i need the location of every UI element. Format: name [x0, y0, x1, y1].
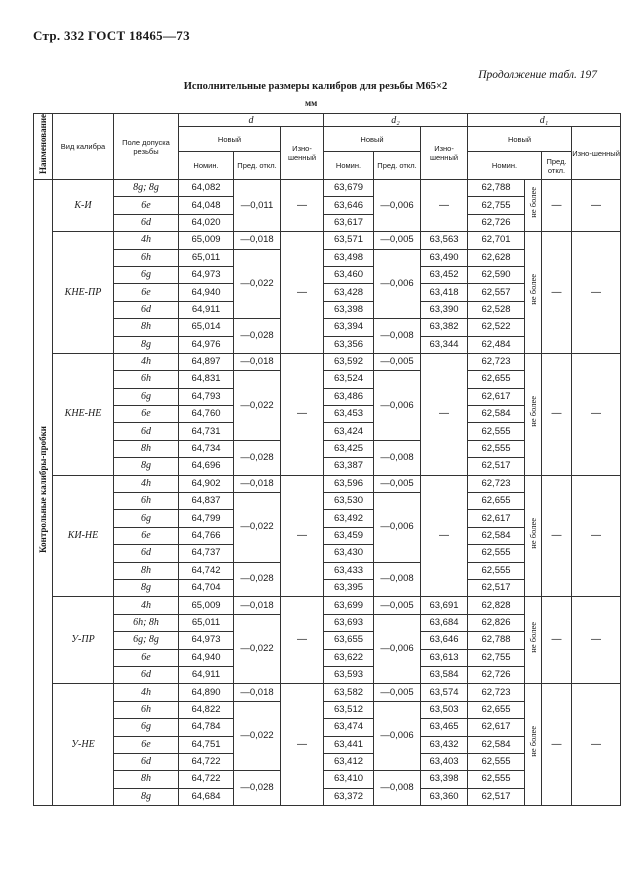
d2-nominal: 63,699	[324, 597, 374, 614]
d2-worn: 63,684	[421, 614, 468, 631]
not-more-label: не более	[528, 187, 539, 218]
d-nominal: 64,722	[179, 771, 234, 788]
d-nominal: 65,011	[179, 249, 234, 266]
d-nominal: 64,902	[179, 475, 234, 492]
d1-not-more	[525, 684, 542, 806]
header-type: Вид калибра	[53, 114, 114, 180]
d-nominal: 64,793	[179, 388, 234, 405]
d1-limit-deviation: —	[542, 232, 572, 354]
d2-worn: 63,398	[421, 771, 468, 788]
d2-nominal: 63,571	[324, 232, 374, 249]
tolerance-field: 8g	[114, 336, 179, 353]
d1-worn: —	[572, 475, 621, 597]
d1-limit-deviation: —	[542, 180, 572, 232]
d-nominal: 64,722	[179, 753, 234, 770]
d1-nominal: 62,723	[468, 684, 525, 701]
d2-worn: 63,646	[421, 632, 468, 649]
d2-worn: 63,360	[421, 788, 468, 805]
d2-nominal: 63,459	[324, 527, 374, 544]
tolerance-field: 8h	[114, 771, 179, 788]
d2-nominal: 63,453	[324, 406, 374, 423]
side-label-cell	[34, 180, 53, 806]
d2-limit-deviation: —0,006	[374, 614, 421, 684]
d-nominal: 64,973	[179, 632, 234, 649]
d2-worn: 63,613	[421, 649, 468, 666]
d2-nominal: 63,356	[324, 336, 374, 353]
not-more-label: не более	[528, 622, 539, 653]
table-row	[34, 475, 621, 492]
not-more-label: не более	[528, 517, 539, 549]
d-nominal: 64,684	[179, 788, 234, 805]
d-limit-deviation: —0,018	[234, 353, 281, 370]
header-d2-limit: Пред. откл.	[374, 152, 421, 180]
d2-limit-deviation: —0,006	[374, 493, 421, 563]
header-d-limit: Пред. откл.	[234, 152, 281, 180]
d2-nominal: 63,596	[324, 475, 374, 492]
d2-nominal: 63,486	[324, 388, 374, 405]
tolerance-field: 6d	[114, 423, 179, 440]
d-nominal: 64,940	[179, 284, 234, 301]
d1-not-more	[525, 353, 542, 475]
tolerance-field: 6d	[114, 753, 179, 770]
d-nominal: 65,009	[179, 232, 234, 249]
d-limit-deviation: —0,022	[234, 493, 281, 563]
d-limit-deviation: —0,022	[234, 701, 281, 771]
d1-nominal: 62,723	[468, 353, 525, 370]
d1-nominal: 62,528	[468, 301, 525, 318]
d2-nominal: 63,512	[324, 701, 374, 718]
tolerance-field: 4h	[114, 684, 179, 701]
d2-limit-deviation: —0,008	[374, 319, 421, 354]
tolerance-field: 6g	[114, 510, 179, 527]
d1-nominal: 62,755	[468, 197, 525, 214]
d2-nominal: 63,524	[324, 371, 374, 388]
d1-nominal: 62,617	[468, 510, 525, 527]
header-d2-worn: Изно-шенный	[421, 127, 468, 180]
d-limit-deviation: —0,018	[234, 475, 281, 492]
d1-nominal: 62,590	[468, 266, 525, 283]
d1-nominal: 62,517	[468, 458, 525, 475]
d2-nominal: 63,460	[324, 266, 374, 283]
tolerance-field: 8g	[114, 458, 179, 475]
d2-nominal: 63,474	[324, 719, 374, 736]
header-d1-new: Новый	[468, 127, 572, 152]
d2-nominal: 63,530	[324, 493, 374, 510]
table-row	[34, 684, 621, 701]
d1-limit-deviation: —	[542, 597, 572, 684]
table-body	[34, 180, 621, 806]
header-d1: d₁	[468, 114, 621, 127]
d2-worn: 63,563	[421, 232, 468, 249]
d2-worn: 63,574	[421, 684, 468, 701]
tolerance-field: 8g; 8g	[114, 180, 179, 197]
header-d1-limit: Пред. откл.	[542, 152, 572, 180]
d2-nominal: 63,679	[324, 180, 374, 197]
d2-limit-deviation: —0,005	[374, 232, 421, 249]
d1-nominal: 62,617	[468, 719, 525, 736]
tolerance-field: 6e	[114, 284, 179, 301]
d1-worn: —	[572, 684, 621, 806]
d1-nominal: 62,655	[468, 371, 525, 388]
d2-worn: 63,584	[421, 666, 468, 683]
d-limit-deviation: —0,028	[234, 319, 281, 354]
d-worn: —	[281, 475, 324, 597]
d-worn: —	[281, 353, 324, 475]
d-limit-deviation: —0,028	[234, 771, 281, 806]
d1-limit-deviation: —	[542, 475, 572, 597]
header-d2-nominal: Номин.	[324, 152, 374, 180]
d-worn: —	[281, 232, 324, 354]
d2-worn: 63,490	[421, 249, 468, 266]
d-nominal: 64,973	[179, 266, 234, 283]
d1-nominal: 62,555	[468, 545, 525, 562]
tolerance-field: 6g	[114, 388, 179, 405]
d-nominal: 65,014	[179, 319, 234, 336]
tolerance-field: 6h	[114, 701, 179, 718]
d2-limit-deviation: —0,005	[374, 475, 421, 492]
tolerance-field: 6e	[114, 649, 179, 666]
d-nominal: 65,011	[179, 614, 234, 631]
d-worn: —	[281, 684, 324, 806]
d-nominal: 64,696	[179, 458, 234, 475]
calibre-type: КНЕ-ПР	[53, 232, 114, 354]
d2-nominal: 63,410	[324, 771, 374, 788]
d2-nominal: 63,592	[324, 353, 374, 370]
d-nominal: 64,822	[179, 701, 234, 718]
header-d-nominal: Номин.	[179, 152, 234, 180]
d1-not-more	[525, 475, 542, 597]
d2-worn: 63,390	[421, 301, 468, 318]
d-limit-deviation: —0,022	[234, 249, 281, 319]
d2-worn: 63,344	[421, 336, 468, 353]
tolerance-field: 8g	[114, 579, 179, 596]
d-nominal: 64,751	[179, 736, 234, 753]
tolerance-field: 6h	[114, 249, 179, 266]
tolerance-field: 6e	[114, 406, 179, 423]
d1-nominal: 62,555	[468, 562, 525, 579]
d1-nominal: 62,726	[468, 666, 525, 683]
not-more-label: не более	[528, 274, 539, 305]
d2-nominal: 63,617	[324, 214, 374, 231]
d-limit-deviation: —0,028	[234, 440, 281, 475]
d2-nominal: 63,412	[324, 753, 374, 770]
d1-not-more	[525, 597, 542, 684]
d-nominal: 64,731	[179, 423, 234, 440]
d-nominal: 64,048	[179, 197, 234, 214]
table-title: Исполнительные размеры калибров для резьбы М65×2	[183, 81, 448, 92]
d2-limit-deviation: —0,006	[374, 180, 421, 232]
d-nominal: 64,082	[179, 180, 234, 197]
tolerance-field: 6d	[114, 666, 179, 683]
calibre-type: У-ПР	[53, 597, 114, 684]
d-worn: —	[281, 180, 324, 232]
d1-worn: —	[572, 232, 621, 354]
d2-limit-deviation: —0,005	[374, 684, 421, 701]
units-label: мм	[305, 98, 318, 108]
d1-nominal: 62,828	[468, 597, 525, 614]
d2-worn: 63,403	[421, 753, 468, 770]
d-limit-deviation: —0,018	[234, 684, 281, 701]
d2-nominal: 63,441	[324, 736, 374, 753]
header-d-worn: Изно-шенный	[281, 127, 324, 180]
calibre-type: У-НЕ	[53, 684, 114, 806]
d1-nominal: 62,584	[468, 736, 525, 753]
d-nominal: 64,020	[179, 214, 234, 231]
d1-nominal: 62,655	[468, 701, 525, 718]
d2-nominal: 63,622	[324, 649, 374, 666]
d2-worn: 63,465	[421, 719, 468, 736]
d-nominal: 64,704	[179, 579, 234, 596]
d-limit-deviation: —0,011	[234, 180, 281, 232]
d2-worn: —	[421, 180, 468, 232]
d-nominal: 64,897	[179, 353, 234, 370]
tolerance-field: 6d	[114, 545, 179, 562]
d1-limit-deviation: —	[542, 353, 572, 475]
table-row	[34, 232, 621, 249]
d2-limit-deviation: —0,008	[374, 440, 421, 475]
d1-nominal: 62,555	[468, 423, 525, 440]
d2-nominal: 63,394	[324, 319, 374, 336]
d-limit-deviation: —0,018	[234, 232, 281, 249]
d2-nominal: 63,398	[324, 301, 374, 318]
d2-nominal: 63,424	[324, 423, 374, 440]
tolerance-field: 8h	[114, 319, 179, 336]
calibre-table	[33, 113, 621, 806]
calibre-type: КИ-НЕ	[53, 475, 114, 597]
d2-limit-deviation: —0,008	[374, 562, 421, 597]
tolerance-field: 6d	[114, 301, 179, 318]
d1-nominal: 62,788	[468, 632, 525, 649]
d2-nominal: 63,395	[324, 579, 374, 596]
header-d1-nominal: Номин.	[468, 152, 542, 180]
d1-nominal: 62,584	[468, 527, 525, 544]
tolerance-field: 4h	[114, 232, 179, 249]
d2-nominal: 63,372	[324, 788, 374, 805]
d-nominal: 65,009	[179, 597, 234, 614]
tolerance-field: 4h	[114, 475, 179, 492]
calibre-type: КНЕ-НЕ	[53, 353, 114, 475]
d-limit-deviation: —0,022	[234, 614, 281, 684]
tolerance-field: 6e	[114, 736, 179, 753]
d1-nominal: 62,555	[468, 753, 525, 770]
d2-nominal: 63,387	[324, 458, 374, 475]
d-nominal: 64,890	[179, 684, 234, 701]
d-nominal: 64,940	[179, 649, 234, 666]
d-nominal: 64,766	[179, 527, 234, 544]
d2-nominal: 63,433	[324, 562, 374, 579]
tolerance-field: 6d	[114, 214, 179, 231]
d1-worn: —	[572, 597, 621, 684]
d2-worn: 63,432	[421, 736, 468, 753]
d2-limit-deviation: —0,005	[374, 353, 421, 370]
d1-worn: —	[572, 180, 621, 232]
page-header: Стр. 332 ГОСТ 18465—73	[33, 28, 190, 43]
d2-worn: 63,418	[421, 284, 468, 301]
d2-limit-deviation: —0,006	[374, 701, 421, 771]
d-worn: —	[281, 597, 324, 684]
d-limit-deviation: —0,022	[234, 371, 281, 441]
tolerance-field: 6h	[114, 371, 179, 388]
tolerance-field: 6g	[114, 719, 179, 736]
table-row	[34, 597, 621, 614]
d1-nominal: 62,655	[468, 493, 525, 510]
tolerance-field: 8h	[114, 440, 179, 457]
d-limit-deviation: —0,018	[234, 597, 281, 614]
d1-worn: —	[572, 353, 621, 475]
d1-nominal: 62,788	[468, 180, 525, 197]
d2-nominal: 63,582	[324, 684, 374, 701]
tolerance-field: 8h	[114, 562, 179, 579]
header-d1-worn: Изно-шенный	[572, 127, 621, 180]
tolerance-field: 6e	[114, 527, 179, 544]
d1-nominal: 62,584	[468, 406, 525, 423]
d1-limit-deviation: —	[542, 684, 572, 806]
tolerance-field: 4h	[114, 353, 179, 370]
header-d: d	[179, 114, 324, 127]
d-nominal: 64,742	[179, 562, 234, 579]
d-nominal: 64,976	[179, 336, 234, 353]
d2-nominal: 63,693	[324, 614, 374, 631]
tolerance-field: 6g; 8g	[114, 632, 179, 649]
d2-worn: 63,503	[421, 701, 468, 718]
d2-limit-deviation: —0,005	[374, 597, 421, 614]
d1-nominal: 62,723	[468, 475, 525, 492]
d2-limit-deviation: —0,006	[374, 249, 421, 319]
side-label: Контрольные калибры-пробки	[38, 426, 48, 553]
d-nominal: 64,737	[179, 545, 234, 562]
d-nominal: 64,799	[179, 510, 234, 527]
d-nominal: 64,911	[179, 301, 234, 318]
d2-nominal: 63,593	[324, 666, 374, 683]
continuation-label: Продолжение табл. 197	[478, 69, 597, 81]
d1-nominal: 62,517	[468, 788, 525, 805]
tolerance-field: 6h	[114, 493, 179, 510]
d2-nominal: 63,492	[324, 510, 374, 527]
d-nominal: 64,734	[179, 440, 234, 457]
d2-nominal: 63,428	[324, 284, 374, 301]
d2-limit-deviation: —0,008	[374, 771, 421, 806]
d-nominal: 64,831	[179, 371, 234, 388]
header-d-new: Новый	[179, 127, 281, 152]
d2-nominal: 63,498	[324, 249, 374, 266]
d1-nominal: 62,726	[468, 214, 525, 231]
header-d2-new: Новый	[324, 127, 421, 152]
d1-nominal: 62,555	[468, 440, 525, 457]
d1-nominal: 62,484	[468, 336, 525, 353]
header-name: Наименование	[34, 114, 53, 180]
d-nominal: 64,837	[179, 493, 234, 510]
d-nominal: 64,911	[179, 666, 234, 683]
d-nominal: 64,760	[179, 406, 234, 423]
d2-nominal: 63,655	[324, 632, 374, 649]
d1-nominal: 62,755	[468, 649, 525, 666]
d2-nominal: 63,425	[324, 440, 374, 457]
d1-nominal: 62,628	[468, 249, 525, 266]
tolerance-field: 8g	[114, 788, 179, 805]
header-tolerance: Поле допуска резьбы	[114, 114, 179, 180]
header-d2: d₂	[324, 114, 468, 127]
calibre-type: К-И	[53, 180, 114, 232]
d1-not-more	[525, 180, 542, 232]
d2-worn: —	[421, 475, 468, 597]
tolerance-field: 6g	[114, 266, 179, 283]
d1-not-more	[525, 232, 542, 354]
tolerance-field: 6e	[114, 197, 179, 214]
table-row	[34, 353, 621, 370]
d1-nominal: 62,617	[468, 388, 525, 405]
d1-nominal: 62,517	[468, 579, 525, 596]
table-row	[34, 180, 621, 197]
d-limit-deviation: —0,028	[234, 562, 281, 597]
d2-nominal: 63,430	[324, 545, 374, 562]
d2-worn: 63,691	[421, 597, 468, 614]
d2-worn: —	[421, 353, 468, 475]
d1-nominal: 62,555	[468, 771, 525, 788]
tolerance-field: 4h	[114, 597, 179, 614]
d1-nominal: 62,701	[468, 232, 525, 249]
d2-limit-deviation: —0,006	[374, 371, 421, 441]
d1-nominal: 62,557	[468, 284, 525, 301]
d1-nominal: 62,826	[468, 614, 525, 631]
d2-nominal: 63,646	[324, 197, 374, 214]
d2-worn: 63,382	[421, 319, 468, 336]
not-more-label: не более	[528, 726, 539, 758]
d1-nominal: 62,522	[468, 319, 525, 336]
d2-worn: 63,452	[421, 266, 468, 283]
not-more-label: не более	[528, 395, 539, 427]
d-nominal: 64,784	[179, 719, 234, 736]
tolerance-field: 6h; 8h	[114, 614, 179, 631]
